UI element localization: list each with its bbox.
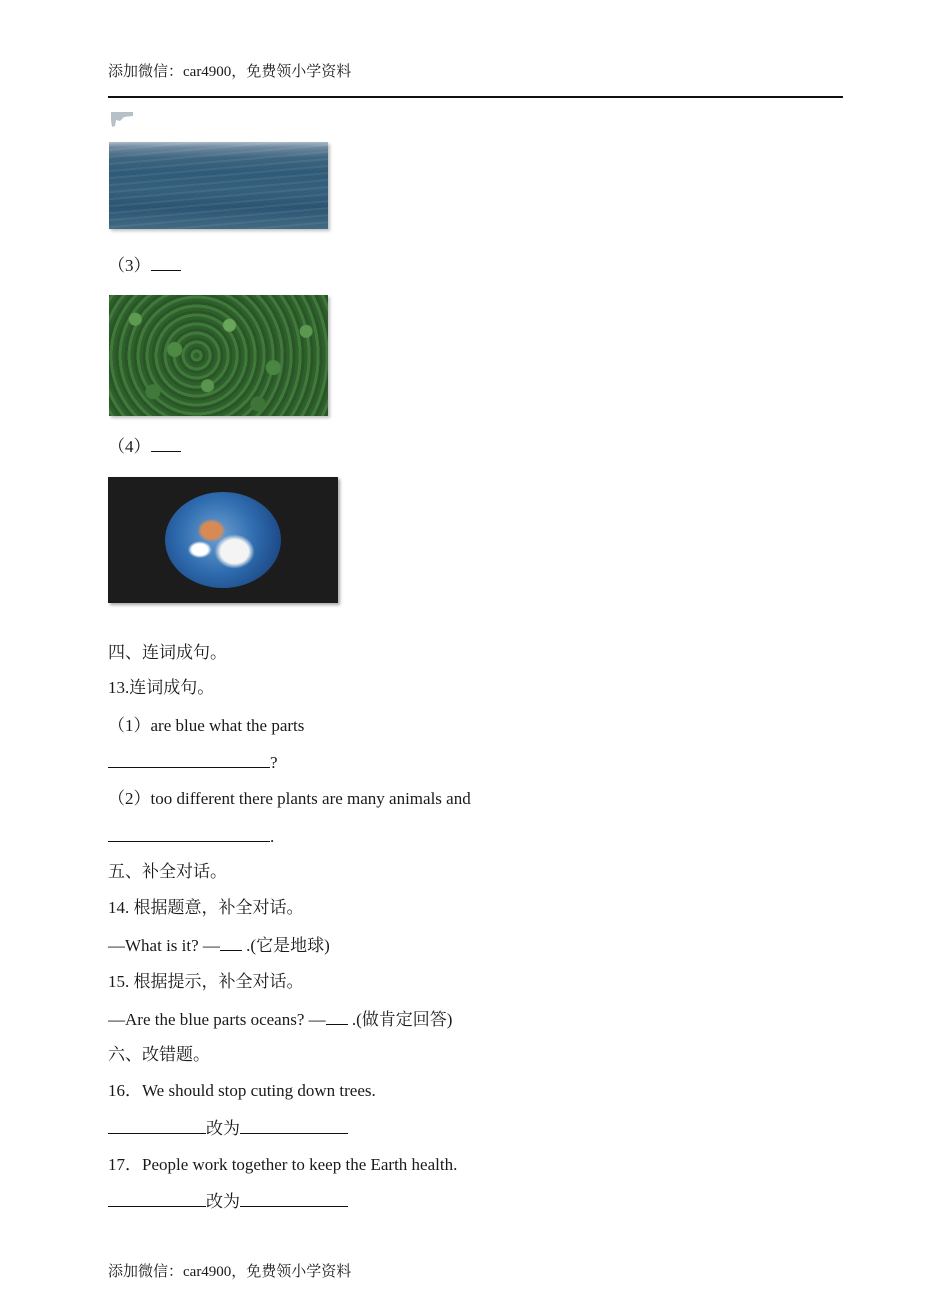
page-footer: 添加微信：car4900，免费领小学资料 xyxy=(108,1264,352,1280)
change-to-label-16: 改为 xyxy=(206,1119,240,1138)
question-13-2-answer xyxy=(108,825,274,848)
globe-icon xyxy=(165,492,281,588)
section-5-title: 五、补全对话。 xyxy=(108,862,227,881)
question-13-1-words: are blue what the parts xyxy=(150,716,305,735)
question-14-hint: .(它是地球) xyxy=(241,936,330,955)
question-13-2 xyxy=(108,788,471,810)
question-13-2-words: too different there plants are many animals and xyxy=(150,789,471,808)
question-4-label: （4） xyxy=(108,437,151,456)
question-13-title: 13.连词成句。 xyxy=(108,678,215,697)
question-15-hint: .(做肯定回答) xyxy=(347,1010,453,1029)
question-13-1-label: （1） xyxy=(108,716,151,735)
wrong-word-blank-17[interactable] xyxy=(108,1190,206,1207)
question-13-1-answer xyxy=(108,751,278,774)
wrong-word-blank-16[interactable] xyxy=(108,1117,206,1134)
question-13-1 xyxy=(108,715,304,737)
question-3-label: （3） xyxy=(108,256,151,275)
section-4-title: 四、连词成句。 xyxy=(108,643,227,662)
correct-word-blank-17[interactable] xyxy=(240,1190,348,1207)
answer-blank-13-1[interactable] xyxy=(108,751,270,768)
answer-blank-14[interactable] xyxy=(220,934,242,951)
answer-blank-13-2[interactable] xyxy=(108,825,270,842)
section-6-title: 六、改错题。 xyxy=(108,1045,210,1064)
forest-photo xyxy=(109,295,328,416)
question-17-correction xyxy=(108,1190,348,1213)
question-14-dialogue xyxy=(108,934,330,957)
ocean-photo xyxy=(109,142,328,229)
change-to-label-17: 改为 xyxy=(206,1192,240,1211)
earth-photo xyxy=(108,477,338,603)
image-fragment-icon xyxy=(110,110,134,128)
question-14-title: 14. 根据题意，补全对话。 xyxy=(108,898,304,917)
question-15-dialogue xyxy=(108,1008,452,1031)
answer-blank-4[interactable] xyxy=(151,435,181,452)
question-13-2-end: . xyxy=(270,827,275,846)
question-4 xyxy=(108,435,181,458)
question-14-prompt: —What is it? — xyxy=(108,936,220,955)
question-3 xyxy=(108,254,181,277)
question-15-title: 15. 根据提示，补全对话。 xyxy=(108,972,304,991)
question-17-text: 17．People work together to keep the Earth health. xyxy=(108,1155,458,1174)
question-15-prompt: —Are the blue parts oceans? — xyxy=(108,1010,326,1029)
question-16-text: 16．We should stop cuting down trees. xyxy=(108,1081,376,1100)
answer-blank-3[interactable] xyxy=(151,254,181,271)
question-13-2-label: （2） xyxy=(108,789,151,808)
answer-blank-15[interactable] xyxy=(326,1008,348,1025)
question-16-correction xyxy=(108,1117,348,1140)
question-13-1-end: ? xyxy=(270,753,278,772)
header-rule xyxy=(108,96,843,98)
correct-word-blank-16[interactable] xyxy=(240,1117,348,1134)
page-header: 添加微信：car4900，免费领小学资料 xyxy=(108,64,352,80)
